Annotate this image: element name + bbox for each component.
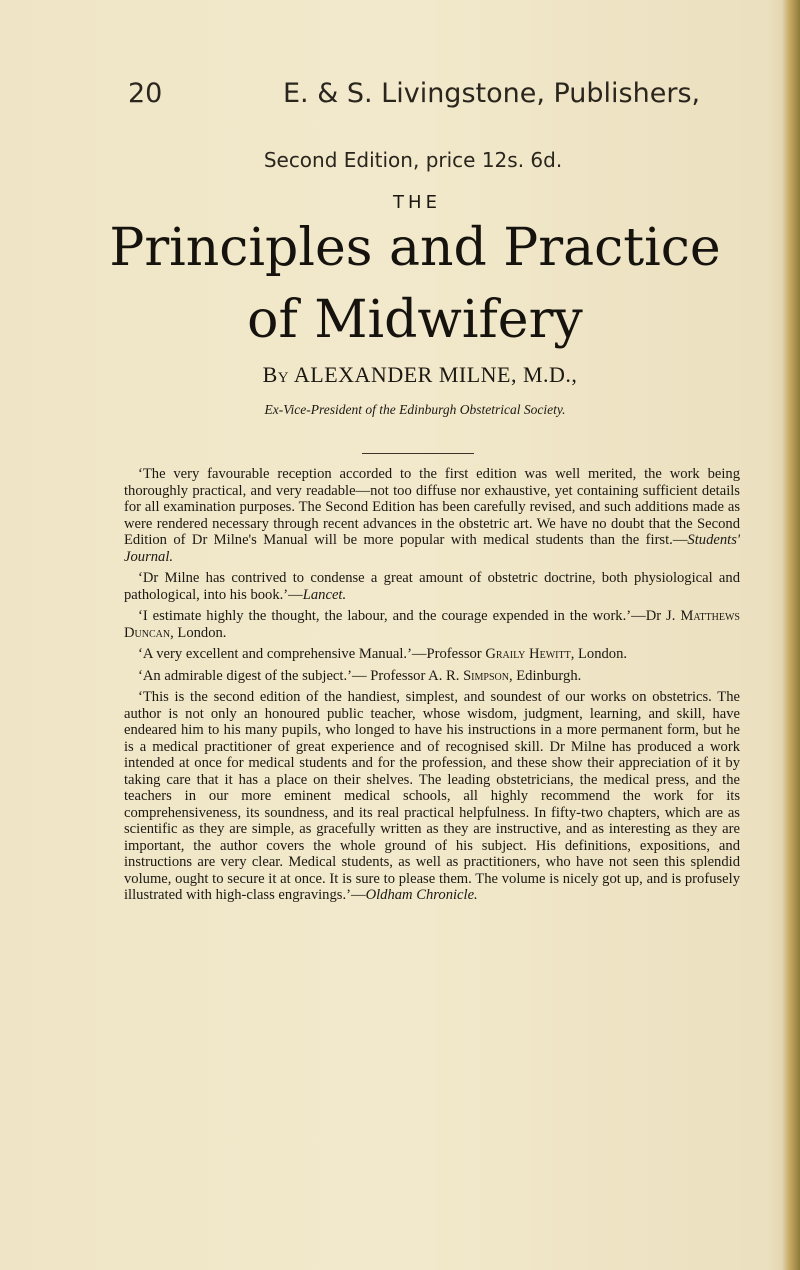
review-attribution: Matthews Duncan — [124, 608, 740, 641]
reviews-block — [124, 466, 740, 909]
review-paragraph: ‘An admirable digest of the subject.’— Professor A. R. Simpson, Edinburgh. — [138, 667, 582, 684]
book-title-line-1: Principles and Practice — [109, 218, 721, 278]
author-line — [0, 362, 800, 388]
author-by: By — [262, 362, 290, 387]
review-paragraph: ‘Dr Milne has contrived to condense a great amount of obstetric doctrine, both physiological and pathological, into his book.’—Lancet. — [124, 570, 740, 603]
review-source: Oldham Chronicle. — [365, 887, 478, 903]
book-title-line-2: of Midwifery — [247, 290, 583, 350]
review-source: Lancet. — [302, 586, 347, 603]
title-article: THE — [393, 192, 441, 213]
author-office: Ex-Vice-President of the Edinburgh Obstetrical Society. — [264, 402, 566, 417]
page-edge-shadow — [782, 0, 800, 1270]
review-paragraph: ‘A very excellent and comprehensive Manual.’—Professor Graily Hewitt, London. — [138, 646, 628, 662]
running-header — [0, 78, 800, 118]
review-paragraph: ‘The very favourable reception accorded to the first edition was well merited, the work being thoroughly practical, and very readable—not too diffuse nor exhaustive, yet containing sufficient details for all examination purposes. The Second Edition has been carefully revised, and such additions made as were rendered necessary through recent advances in the obstetric art. We have no doubt that the Second Edition of Dr Milne's Manual will be more popular with medical students than the first.—Students' Journal. — [124, 466, 740, 565]
review-paragraph: ‘I estimate highly the thought, the labour, and the courage expended in the work.’—Dr J. Matthews Duncan, London. — [124, 608, 740, 641]
publisher-header: E. & S. Livingstone, Publishers, — [283, 78, 701, 109]
divider-rule — [362, 453, 474, 454]
review-attribution: Simpson — [463, 667, 509, 684]
edition-price: Second Edition, price 12s. 6d. — [263, 148, 563, 172]
review-paragraph: ‘This is the second edition of the handiest, simplest, and soundest of our works on obstetrics. The author is not only an honoured public teacher, whose wisdom, judgment, learning, and skill, have endeared him to his many pupils, who longed to have his instructions in a more permanent form, but he is a medical practitioner of great experience and of recognised skill. Dr Milne has produced a work intended at once for medical students and for the profession, and these show their appreciation of it by taking care that it has a place on their shelves. The leading obstetricians, the medical press, and the teachers in our more eminent medical schools, all highly recommend the work for its comprehensiveness, its soundness, and its real practical helpfulness. In fifty-two chapters, which are as scientific as they are simple, as gracefully written as they are instructive, and as interesting as they are important, the author covers the whole ground of his subject. His definitions, expositions, and instructions are very clear. Medical students, as well as practitioners, who have not seen this splendid volume, ought to secure it at once. It is sure to please them. The volume is nicely got up, and is profusely illustrated with high-class engravings.’—Oldham Chronicle. — [124, 689, 740, 903]
review-source: Students' Journal. — [124, 532, 740, 565]
author-name: ALEXANDER MILNE, M.D., — [293, 362, 578, 387]
page-number: 20 — [128, 78, 163, 109]
review-attribution: Graily Hewitt — [485, 646, 571, 662]
